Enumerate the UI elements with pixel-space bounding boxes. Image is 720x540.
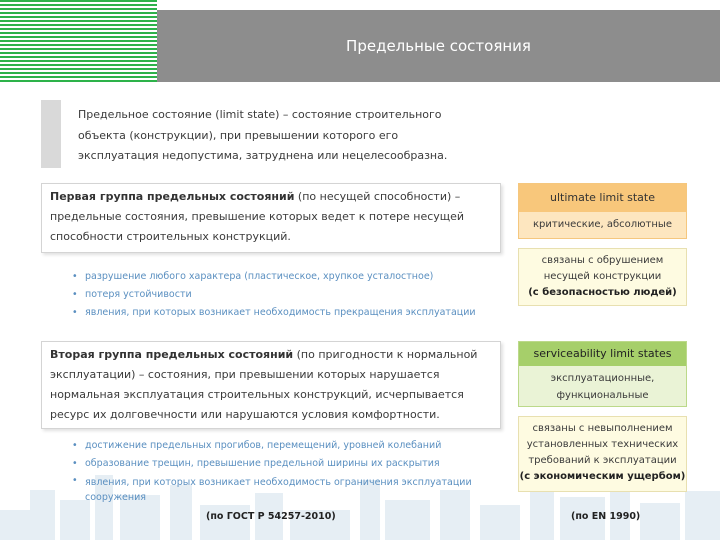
second-group-title: Вторая группа предельных состояний bbox=[50, 348, 294, 361]
definition-line: Предельное состояние (limit state) – состояние строительного bbox=[78, 108, 442, 121]
definition-accent-bar bbox=[41, 100, 61, 168]
note-line: связаны с невыполнением bbox=[532, 423, 673, 434]
first-group-title: Первая группа предельных состояний bbox=[50, 190, 295, 203]
list-item bbox=[72, 268, 492, 286]
title-bar bbox=[157, 10, 720, 82]
ultimate-limit-state-box bbox=[518, 183, 687, 239]
serviceability-limit-states-note bbox=[518, 416, 687, 492]
list-item-text: явления, при которых возникает необходимость ограничения эксплуатации сооружения bbox=[85, 477, 472, 503]
ultimate-limit-state-subtitle: критические, абсолютные bbox=[533, 219, 672, 230]
definition-block bbox=[41, 100, 481, 168]
bullet-icon: • bbox=[72, 458, 78, 469]
ultimate-limit-state-note bbox=[518, 248, 687, 306]
list-item bbox=[72, 455, 492, 473]
bullet-icon: • bbox=[72, 271, 78, 282]
list-item-text: разрушение любого характера (пластическое, хрупкое усталостное) bbox=[85, 271, 434, 282]
first-group-box bbox=[41, 183, 501, 253]
ultimate-limit-state-heading: ultimate limit state bbox=[519, 184, 686, 212]
serviceability-subtitle-line: функциональные bbox=[556, 390, 649, 401]
definition-line: объекта (конструкции), при превышении которого его bbox=[78, 128, 399, 142]
first-group-subtitle: (по несущей способности) – bbox=[294, 190, 461, 203]
list-item-text: образование трещин, превышение предельной ширины их раскрытия bbox=[85, 458, 440, 469]
list-item-text: достижение предельных прогибов, перемещений, уровней колебаний bbox=[85, 440, 442, 451]
second-group-box bbox=[41, 341, 501, 429]
list-item-text: явления, при которых возникает необходимость прекращения эксплуатации bbox=[85, 307, 476, 318]
list-item bbox=[72, 286, 492, 304]
note-line: связаны с обрушением bbox=[541, 255, 664, 266]
serviceability-limit-states-heading: serviceability limit states bbox=[519, 342, 686, 366]
striped-decoration bbox=[0, 0, 157, 82]
list-item-text: потеря устойчивости bbox=[85, 289, 192, 300]
bullet-icon: • bbox=[72, 475, 78, 486]
note-emphasis: (с экономическим ущербом) bbox=[519, 471, 686, 482]
note-line: установленных технических bbox=[526, 439, 679, 450]
page-title: Предельные состояния bbox=[346, 37, 531, 55]
first-group-line: способности строительных конструкций. bbox=[50, 230, 291, 243]
list-item bbox=[72, 473, 492, 505]
bullet-icon: • bbox=[72, 440, 78, 451]
bullet-icon: • bbox=[72, 307, 78, 318]
serviceability-subtitle-line: эксплуатационные, bbox=[550, 373, 655, 384]
bullet-icon: • bbox=[72, 289, 78, 300]
list-item bbox=[72, 304, 492, 322]
first-group-line: предельные состояния, превышение которых ведет к потере несущей bbox=[50, 210, 465, 223]
list-item bbox=[72, 437, 492, 455]
second-group-bullets bbox=[72, 437, 492, 505]
definition-line: эксплуатация недопустима, затруднена или нецелесообразна. bbox=[78, 149, 448, 162]
source-gost: (по ГОСТ Р 54257-2010) bbox=[206, 511, 336, 522]
second-group-subtitle: (по пригодности к нормальной bbox=[293, 348, 478, 361]
second-group-line: нормальная эксплуатация строительных конструкций, исчерпывается bbox=[50, 388, 464, 401]
definition-text bbox=[78, 105, 498, 167]
note-line: несущей конструкции bbox=[543, 271, 662, 282]
second-group-line bbox=[50, 345, 492, 365]
first-group-line bbox=[50, 187, 492, 207]
note-line: требований к эксплуатации bbox=[528, 455, 677, 466]
source-en1990: (по EN 1990) bbox=[571, 511, 641, 522]
first-group-bullets bbox=[72, 268, 492, 322]
note-emphasis: (с безопасностью людей) bbox=[528, 287, 677, 298]
second-group-line: ресурс их долговечности или нарушаются условия комфортности. bbox=[50, 408, 440, 421]
serviceability-limit-states-box bbox=[518, 341, 687, 407]
second-group-line: эксплуатации) – состояния, при превышении которых нарушается bbox=[50, 368, 440, 381]
serviceability-subtitle bbox=[519, 366, 686, 404]
